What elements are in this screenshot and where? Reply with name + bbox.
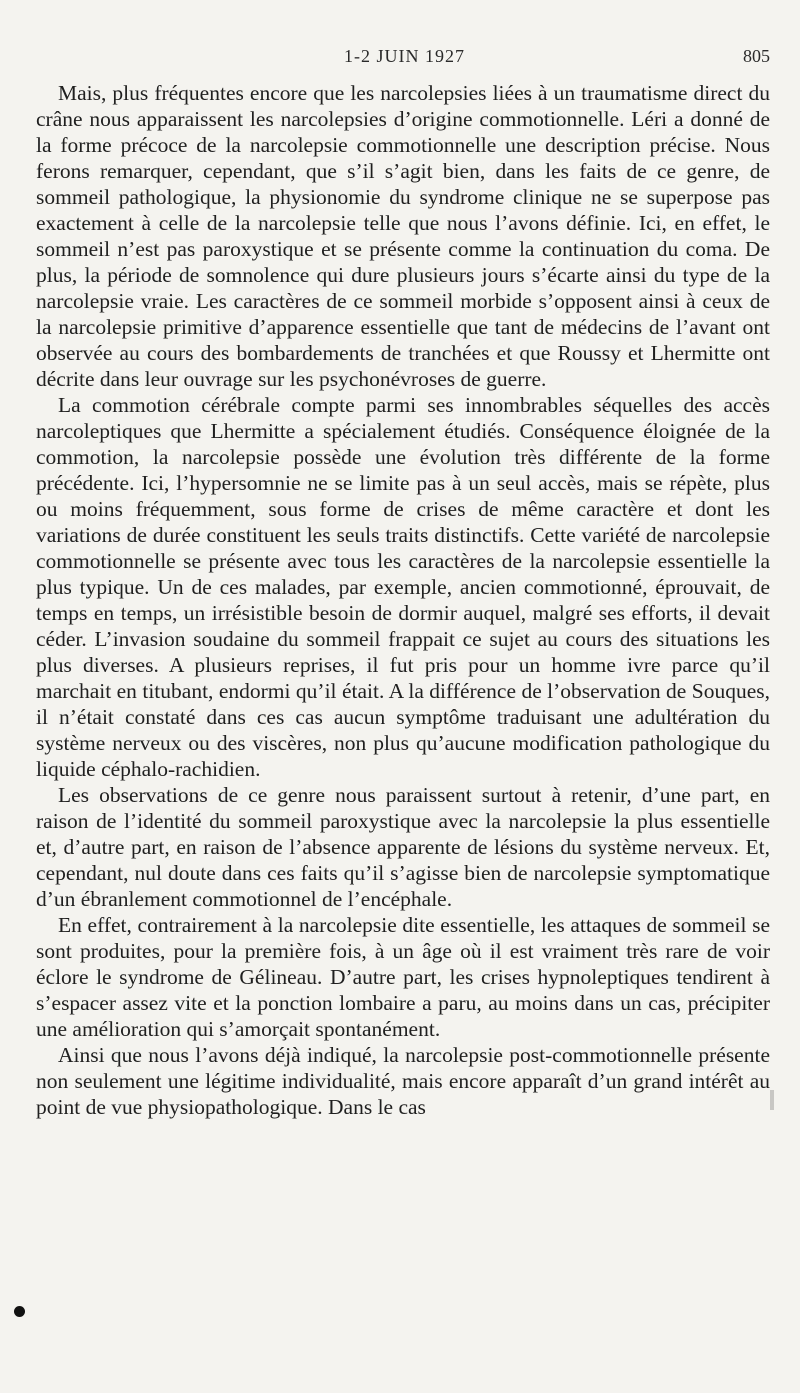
body-text [36, 80, 770, 1120]
paragraph-observations: Les observations de ce genre nous paraissent surtout à retenir, d’une part, en raison de l’identité du sommeil paroxystique avec la narcolepsie la plus essentielle et, d’autre part, en raison de l’absence apparente de lésions du système nerveux. Et, cependant, nul doute dans ces faits qu’il s’agisse bien de narcolepsie symptomatique d’un ébranlement commotionnel de l’encéphale. [36, 783, 770, 911]
paragraph-post-concussion-forms: Mais, plus fréquentes encore que les narcolepsies liées à un traumatisme direct du crâne nous apparaissent les narcolepsies d’origine commotionnelle. Léri a donné de la forme précoce de la narcolepsie commotionnelle une description précise. Nous ferons remarquer, cependant, que s’il s’agit bien, dans les faits de ce genre, de sommeil pathologique, la physionomie du syndrome clinique ne se superpose pas exactement à celle de la narcolepsie telle que nous l’avons définie. Ici, en effet, le sommeil n’est pas paroxystique et se présente comme la continuation du coma. De plus, la période de somnolence qui dure plusieurs jours s’écarte ainsi du type de la narcolepsie vraie. Les caractères de ce sommeil morbide s’opposent ainsi à ceux de la narcolepsie primitive d’apparence essentielle que tant de médecins de l’avant ont observée au cours des bombardements de tranchées et que Roussy et Lhermitte ont décrite dans leur ouvrage sur les psychonévroses de guerre. [36, 81, 770, 391]
paragraph-in-effect: En effet, contrairement à la narcolepsie dite essentielle, les attaques de sommeil se sont produites, pour la première fois, à un âge où il est vraiment très rare de voir éclore le syndrome de Gélineau. D’autre part, les crises hypnoleptiques tendirent à s’espacer assez vite et la ponction lombaire a paru, au moins dans un cas, précipiter une amélioration qui s’amorçait spontanément. [36, 913, 770, 1041]
running-title: 1-2 JUIN 1927 [344, 46, 465, 66]
page-number: 805 [743, 46, 770, 66]
page-header [36, 46, 770, 72]
paragraph-cerebral-commotion: La commotion cérébrale compte parmi ses innombrables séquelles des accès narcoleptiques que Lhermitte a spécialement étudiés. Conséquence éloignée de la commotion, la narcolepsie possède une évolution très différente de la forme précédente. Ici, l’hypersomnie ne se limite pas à un seul accès, mais se répète, plus ou moins fréquemment, sous forme de crises de même caractère et dont les variations de durée constituent les seuls traits distinctifs. Cette variété de narcolepsie commotionnelle se présente avec tous les caractères de la narcolepsie essentielle la plus typique. Un de ces malades, par exemple, ancien commotionné, éprouvait, de temps en temps, un irrésistible besoin de dormir auquel, malgré ses efforts, il devait céder. L’invasion soudaine du sommeil frappait ce sujet au cours des situations les plus diverses. A plusieurs reprises, il fut pris pour un homme ivre parce qu’il marchait en titubant, endormi qu’il était. A la différence de l’observation de Souques, il n’était constaté dans ces cas aucun symptôme traduisant une adultération du système nerveux ou des viscères, non plus qu’aucune modification pathologique du liquide céphalo-rachidien. [36, 393, 770, 781]
scan-margin-mark [770, 1090, 774, 1110]
ink-dot-mark [14, 1306, 25, 1317]
paragraph-conclusion: Ainsi que nous l’avons déjà indiqué, la narcolepsie post-commotionnelle présente non seulement une légitime individualité, mais encore apparaît d’un grand intérêt au point de vue physiopathologique. Dans le cas [36, 1043, 770, 1119]
